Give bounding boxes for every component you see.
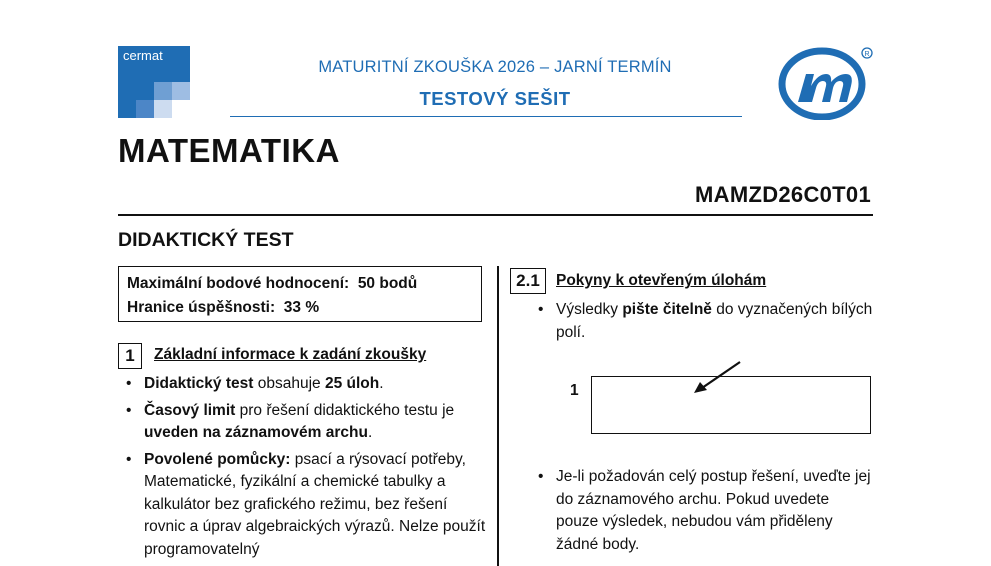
bullet-text: Je-li požadován celý postup řešení, uveďte jej do záznamového archu. Pokud uvedete pouze výsledek, nebudou vám přiděleny žádné body.	[556, 468, 871, 553]
main-divider	[118, 214, 873, 216]
text: psací a rýsovací potřeby, Matematické, fyzikální a chemické tabulky a kalkulátor bez grafického režimu, bez řešení rovnic a úprav algebraických výrazů. Nelze použít programovatelný	[144, 450, 486, 558]
text: obsahuje	[253, 375, 325, 392]
max-score-line	[127, 272, 481, 296]
section-2-bullets	[530, 299, 875, 348]
list-item: • Výsledky pište čitelně do vyznačených bílých polí.	[538, 301, 873, 341]
list-item	[118, 373, 488, 396]
list-item	[118, 449, 488, 562]
logo-square	[136, 100, 154, 118]
cermat-logo-text: cermat	[123, 48, 163, 63]
example-answer-label: 1	[570, 382, 579, 399]
exam-line: MATURITNÍ ZKOUŠKA 2026 – JARNÍ TERMÍN	[318, 58, 672, 76]
subject-title: MATEMATIKA	[118, 132, 340, 169]
logo-square	[172, 82, 190, 100]
bullet-dot: •	[126, 401, 132, 419]
text: pro řešení didaktického testu je	[235, 401, 455, 419]
booklet-title: TESTOVÝ SEŠIT	[419, 88, 571, 109]
logo-square	[172, 100, 190, 118]
max-score-value: 50 bodů	[357, 275, 418, 292]
text: Výsledky	[556, 301, 623, 318]
logo-square	[154, 82, 172, 100]
section-1-bullets	[118, 373, 488, 565]
pass-threshold-line	[127, 296, 481, 320]
cermat-logo	[118, 46, 190, 118]
text: .	[367, 424, 373, 441]
pass-threshold-value: 33 %	[283, 299, 320, 316]
svg-text:R: R	[864, 51, 870, 58]
logo-square	[154, 100, 172, 118]
arrow-icon	[688, 358, 748, 398]
scoring-box	[118, 266, 482, 322]
list-item	[118, 400, 488, 445]
text: .	[379, 375, 384, 392]
header-divider	[230, 116, 742, 117]
bullet-dot: •	[126, 450, 132, 468]
section-number: 2.1	[510, 268, 546, 294]
bold-text: Časový limit	[144, 401, 236, 419]
test-type-heading: DIDAKTICKÝ TEST	[118, 229, 294, 251]
max-score-label: Maximální bodové hodnocení:	[127, 275, 350, 292]
section-number: 1	[118, 343, 142, 369]
bold-text: pište čitelně	[622, 301, 712, 318]
bold-text: uveden na záznamovém archu	[144, 424, 368, 441]
bullet-dot: •	[126, 375, 132, 392]
section-title: Základní informace k zadání zkoušky	[154, 346, 427, 363]
text: do vyznačených bílých polí.	[556, 301, 873, 341]
section-2-bullets-lower	[530, 466, 875, 560]
maturita-logo	[778, 44, 874, 120]
bold-text: Didaktický test	[144, 375, 254, 392]
pass-threshold-label: Hranice úspěšnosti:	[127, 299, 276, 316]
list-item: • Je-li požadován celý postup řešení, uveďte jej do záznamového archu. Pokud uvedete pouze výsledek, nebudou vám přiděleny žádné body.	[538, 468, 871, 553]
section-title: Pokyny k otevřeným úlohám	[556, 272, 767, 289]
test-code: MAMZD26C0T01	[695, 182, 871, 207]
column-divider	[497, 266, 499, 566]
bold-text: 25 úloh	[324, 375, 380, 392]
bold-text: Povolené pomůcky:	[144, 450, 291, 468]
